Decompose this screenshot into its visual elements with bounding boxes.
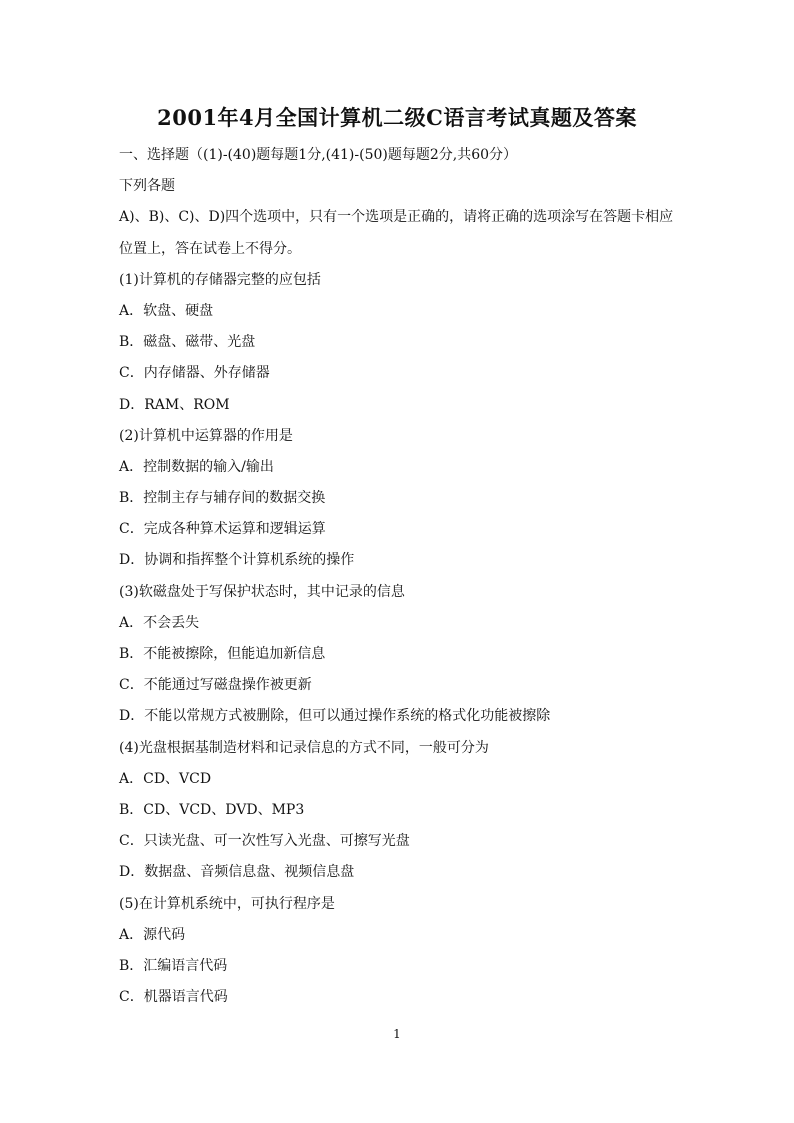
answer-option: C．机器语言代码	[119, 989, 228, 1006]
question-stem: (3)软磁盘处于写保护状态时，其中记录的信息	[119, 583, 405, 600]
answer-option: B．磁盘、磁带、光盘	[119, 334, 256, 351]
answer-option: A．不会丢失	[119, 614, 200, 631]
question-stem: (4)光盘根据基制造材料和记录信息的方式不同，一般可分为	[119, 739, 489, 756]
answer-option: A．控制数据的输入/输出	[119, 458, 274, 475]
answer-option: D．数据盘、音频信息盘、视频信息盘	[119, 864, 355, 881]
question-stem: (2)计算机中运算器的作用是	[119, 427, 293, 444]
instruction-line-1: A)、B)、C)、D)四个选项中，只有一个选项是正确的，请将正确的选项涂写在答题卡相应	[119, 209, 674, 226]
instruction-line-2: 位置上，答在试卷上不得分。	[119, 240, 301, 257]
page-number: 1	[393, 1027, 401, 1041]
answer-option: C．内存储器、外存储器	[119, 365, 270, 382]
answer-option: D．协调和指挥整个计算机系统的操作	[119, 552, 355, 569]
answer-option: B．汇编语言代码	[119, 957, 228, 974]
instruction-intro: 下列各题	[119, 178, 175, 195]
answer-option: C．只读光盘、可一次性写入光盘、可擦写光盘	[119, 833, 410, 850]
answer-option: B．不能被擦除，但能追加新信息	[119, 646, 326, 662]
question-stem: (5)在计算机系统中，可执行程序是	[119, 895, 335, 912]
answer-option: A．源代码	[119, 926, 186, 943]
answer-option: D．RAM、ROM	[119, 396, 230, 413]
answer-option: C．不能通过写磁盘操作被更新	[119, 677, 312, 694]
question-stem: (1)计算机的存储器完整的应包括	[119, 271, 321, 288]
answer-option: B．控制主存与辅存间的数据交换	[119, 490, 326, 507]
page-title: 2001年4月全国计算机二级C语言考试真题及答案	[157, 105, 637, 130]
answer-option: A．软盘、硬盘	[119, 302, 214, 319]
document-body	[119, 140, 679, 1013]
answer-option: C．完成各种算术运算和逻辑运算	[119, 521, 326, 538]
section-heading: 一、选择题（(1)-(40)题每题1分,(41)-(50)题每题2分,共60分）	[119, 147, 518, 163]
answer-option: A．CD、VCD	[119, 770, 212, 787]
answer-option: D．不能以常规方式被删除，但可以通过操作系统的格式化功能被擦除	[119, 708, 551, 725]
answer-option: B．CD、VCD、DVD、MP3	[119, 801, 305, 818]
